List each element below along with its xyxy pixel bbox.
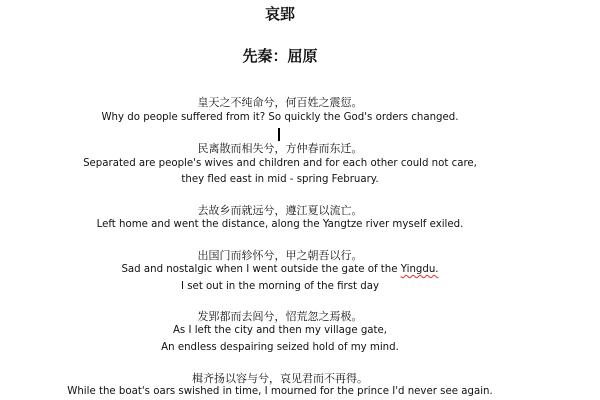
stanza-5-chinese-line: 发郢都而去闾兮，怊荒忽之焉极。 xyxy=(197,310,363,323)
stanza-1-english-line-1: Why do people suffered from it? So quickly the God's orders changed. xyxy=(101,112,459,123)
stanza-1-chinese-line: 皇天之不纯命兮，何百姓之震愆。 xyxy=(197,96,363,109)
stanza-2-english-line-2: they fled east in mid - spring February. xyxy=(181,174,379,185)
stanza-4-chinese-line: 出国门而轸怀兮，甲之朝吾以行。 xyxy=(197,249,363,262)
stanza-3-english-line-1: Left home and went the distance, along the Yangtze river myself exiled. xyxy=(96,219,464,230)
stanza-4-english-line-1 xyxy=(0,264,560,275)
poem-title: 哀郢 xyxy=(264,5,295,23)
stanza-6-chinese-line: 楫齐扬以容与兮，哀见君而不再得。 xyxy=(192,372,368,385)
stanza-2-chinese-line: 民离散而相失兮，方仲春而东迁。 xyxy=(197,142,363,155)
spellcheck-flagged-word[interactable]: Yingdu. xyxy=(400,264,439,275)
stanza-6-english-line-1: While the boat's oars swished in time, I mourned for the prince I'd never see again. xyxy=(67,386,493,397)
stanza-4-english-line-2: I set out in the morning of the first day xyxy=(181,281,379,292)
stanza-3-chinese-line: 去故乡而就远兮，遵江夏以流亡。 xyxy=(197,204,363,217)
stanza-4-english-line-1-text: Sad and nostalgic when I went outside the gate of the xyxy=(121,264,398,275)
poem-author: 先秦：屈原 xyxy=(242,47,318,65)
stanza-2-english-line-1: Separated are people's wives and children and for each other could not care, xyxy=(83,158,477,169)
stanza-5-english-line-2: An endless despairing seized hold of my mind. xyxy=(161,342,399,353)
stanza-5-english-line-1: As I left the city and then my village gate, xyxy=(172,325,388,336)
